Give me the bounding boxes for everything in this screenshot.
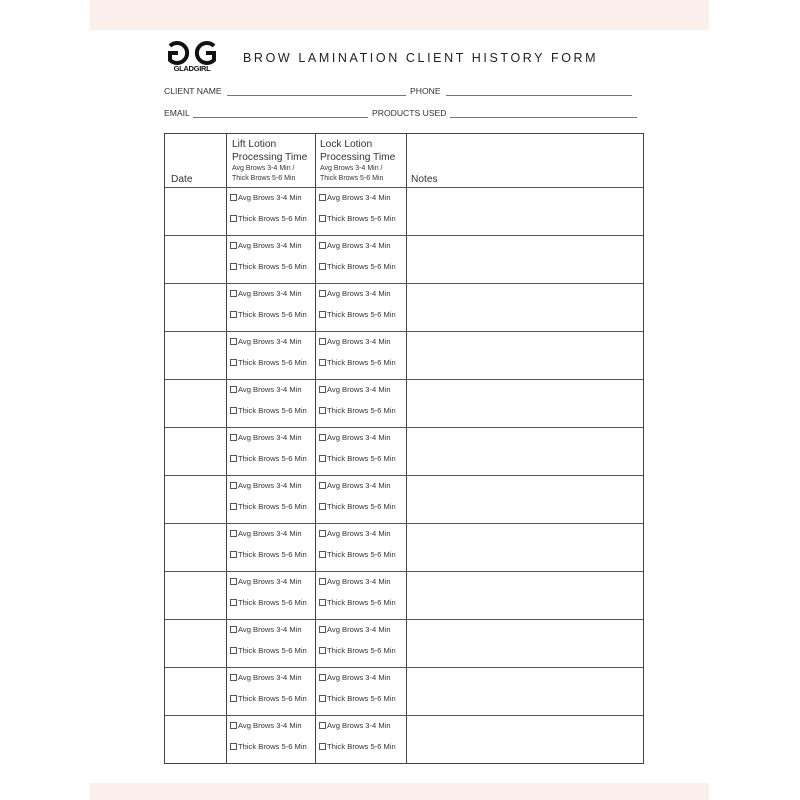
option-label: Avg Brows 3-4 Min [238, 193, 302, 202]
table-row [165, 283, 643, 331]
header-lift-title-1: Lift Lotion [232, 139, 277, 150]
table-row [165, 427, 643, 475]
checkbox-icon[interactable] [230, 434, 237, 441]
option-label: Avg Brows 3-4 Min [238, 241, 302, 250]
date-cell[interactable] [165, 523, 226, 571]
lift-avg-option[interactable] [230, 193, 302, 202]
lift-avg-option[interactable] [230, 241, 302, 250]
option-label: Thick Brows 5-6 Min [327, 358, 396, 367]
checkbox-icon[interactable] [230, 407, 237, 414]
checkbox-icon[interactable] [230, 455, 237, 462]
table-row [165, 715, 643, 763]
table-row [165, 187, 643, 235]
notes-cell[interactable] [407, 331, 643, 379]
option-label: Avg Brows 3-4 Min [327, 337, 391, 346]
lock-avg-option[interactable] [319, 337, 391, 346]
checkbox-icon[interactable] [230, 626, 237, 633]
email-field[interactable] [193, 117, 368, 118]
table-row [165, 667, 643, 715]
lock-avg-option[interactable] [319, 385, 391, 394]
option-label: Thick Brows 5-6 Min [238, 742, 307, 751]
lock-thick-option[interactable] [319, 598, 396, 607]
checkbox-icon[interactable] [319, 626, 326, 633]
checkbox-icon[interactable] [319, 290, 326, 297]
checkbox-icon[interactable] [230, 194, 237, 201]
option-label: Thick Brows 5-6 Min [327, 454, 396, 463]
table-row [165, 523, 643, 571]
checkbox-icon[interactable] [319, 386, 326, 393]
checkbox-icon[interactable] [319, 674, 326, 681]
option-label: Thick Brows 5-6 Min [238, 502, 307, 511]
table-row [165, 619, 643, 667]
lock-avg-option[interactable] [319, 481, 391, 490]
checkbox-icon[interactable] [319, 242, 326, 249]
date-cell[interactable] [165, 715, 226, 763]
top-decorative-band [90, 0, 709, 30]
client-name-field[interactable] [227, 95, 406, 96]
option-label: Thick Brows 5-6 Min [327, 406, 396, 415]
header-lock-title-2: Processing Time [320, 152, 396, 163]
checkbox-icon[interactable] [319, 434, 326, 441]
notes-cell[interactable] [407, 235, 643, 283]
checkbox-icon[interactable] [319, 311, 326, 318]
lift-thick-option[interactable] [230, 598, 307, 607]
lift-thick-option[interactable] [230, 262, 307, 271]
products-used-label: PRODUCTS USED [372, 108, 447, 118]
date-cell[interactable] [165, 379, 226, 427]
checkbox-icon[interactable] [319, 551, 326, 558]
header-lift-sub-1: Avg Brows 3-4 Min / [232, 165, 295, 172]
option-label: Thick Brows 5-6 Min [327, 742, 396, 751]
lock-avg-option[interactable] [319, 433, 391, 442]
option-label: Thick Brows 5-6 Min [238, 598, 307, 607]
checkbox-icon[interactable] [319, 578, 326, 585]
option-label: Avg Brows 3-4 Min [238, 625, 302, 634]
notes-cell[interactable] [407, 715, 643, 763]
lift-avg-option[interactable] [230, 337, 302, 346]
option-label: Thick Brows 5-6 Min [327, 214, 396, 223]
checkbox-icon[interactable] [230, 599, 237, 606]
checkbox-icon[interactable] [319, 599, 326, 606]
option-label: Thick Brows 5-6 Min [327, 598, 396, 607]
client-name-label: CLIENT NAME [164, 86, 222, 96]
option-label: Avg Brows 3-4 Min [238, 481, 302, 490]
lift-thick-option[interactable] [230, 502, 307, 511]
lift-thick-option[interactable] [230, 214, 307, 223]
products-used-field[interactable] [450, 117, 637, 118]
checkbox-icon[interactable] [319, 455, 326, 462]
bottom-decorative-band [90, 783, 709, 800]
option-label: Avg Brows 3-4 Min [327, 241, 391, 250]
lift-thick-option[interactable] [230, 646, 307, 655]
option-label: Thick Brows 5-6 Min [327, 310, 396, 319]
lock-avg-option[interactable] [319, 529, 391, 538]
checkbox-icon[interactable] [319, 194, 326, 201]
checkbox-icon[interactable] [230, 386, 237, 393]
checkbox-icon[interactable] [230, 551, 237, 558]
option-label: Avg Brows 3-4 Min [238, 721, 302, 730]
notes-cell[interactable] [407, 619, 643, 667]
lock-avg-option[interactable] [319, 577, 391, 586]
lock-thick-option[interactable] [319, 358, 396, 367]
lock-thick-option[interactable] [319, 310, 396, 319]
option-label: Avg Brows 3-4 Min [327, 721, 391, 730]
lock-avg-option[interactable] [319, 721, 391, 730]
option-label: Thick Brows 5-6 Min [238, 646, 307, 655]
checkbox-icon[interactable] [319, 647, 326, 654]
checkbox-icon[interactable] [230, 674, 237, 681]
option-label: Thick Brows 5-6 Min [238, 310, 307, 319]
notes-cell[interactable] [407, 523, 643, 571]
form-title: BROW LAMINATION CLIENT HISTORY FORM [243, 51, 599, 65]
header-date: Date [171, 174, 193, 185]
checkbox-icon[interactable] [230, 578, 237, 585]
date-cell[interactable] [165, 619, 226, 667]
option-label: Avg Brows 3-4 Min [327, 529, 391, 538]
checkbox-icon[interactable] [230, 290, 237, 297]
checkbox-icon[interactable] [319, 695, 326, 702]
lock-avg-option[interactable] [319, 193, 391, 202]
table-row [165, 379, 643, 427]
header-lock-lotion [320, 138, 395, 183]
checkbox-icon[interactable] [319, 359, 326, 366]
table-row [165, 475, 643, 523]
option-label: Avg Brows 3-4 Min [327, 481, 391, 490]
logo-text: GLADGIRL [173, 64, 211, 73]
option-label: Avg Brows 3-4 Min [238, 289, 302, 298]
date-cell[interactable] [165, 187, 226, 235]
option-label: Thick Brows 5-6 Min [238, 358, 307, 367]
lift-thick-option[interactable] [230, 742, 307, 751]
date-cell[interactable] [165, 331, 226, 379]
option-label: Avg Brows 3-4 Min [238, 433, 302, 442]
option-label: Thick Brows 5-6 Min [238, 406, 307, 415]
checkbox-icon[interactable] [230, 359, 237, 366]
option-label: Avg Brows 3-4 Min [327, 385, 391, 394]
lock-thick-option[interactable] [319, 742, 396, 751]
lock-avg-option[interactable] [319, 625, 391, 634]
lift-avg-option[interactable] [230, 721, 302, 730]
lift-thick-option[interactable] [230, 550, 307, 559]
header-notes: Notes [411, 174, 438, 185]
lock-avg-option[interactable] [319, 241, 391, 250]
lift-avg-option[interactable] [230, 481, 302, 490]
client-history-table [164, 133, 644, 764]
option-label: Avg Brows 3-4 Min [327, 673, 391, 682]
date-cell[interactable] [165, 427, 226, 475]
lock-avg-option[interactable] [319, 289, 391, 298]
checkbox-icon[interactable] [230, 647, 237, 654]
date-cell[interactable] [165, 475, 226, 523]
option-label: Thick Brows 5-6 Min [327, 646, 396, 655]
table-row [165, 235, 643, 283]
checkbox-icon[interactable] [230, 338, 237, 345]
lift-avg-option[interactable] [230, 433, 302, 442]
option-label: Avg Brows 3-4 Min [327, 193, 391, 202]
checkbox-icon[interactable] [230, 482, 237, 489]
lift-avg-option[interactable] [230, 289, 302, 298]
lock-thick-option[interactable] [319, 214, 396, 223]
table-row [165, 331, 643, 379]
option-label: Avg Brows 3-4 Min [238, 385, 302, 394]
lift-thick-option[interactable] [230, 454, 307, 463]
lock-thick-option[interactable] [319, 262, 396, 271]
date-cell[interactable] [165, 667, 226, 715]
lift-avg-option[interactable] [230, 385, 302, 394]
phone-label: PHONE [410, 86, 441, 96]
header-lock-sub-1: Avg Brows 3-4 Min / [320, 165, 383, 172]
date-cell[interactable] [165, 283, 226, 331]
lift-thick-option[interactable] [230, 310, 307, 319]
option-label: Avg Brows 3-4 Min [238, 577, 302, 586]
option-label: Thick Brows 5-6 Min [327, 262, 396, 271]
checkbox-icon[interactable] [230, 743, 237, 750]
option-label: Thick Brows 5-6 Min [327, 550, 396, 559]
checkbox-icon[interactable] [319, 263, 326, 270]
lock-thick-option[interactable] [319, 694, 396, 703]
checkbox-icon[interactable] [230, 215, 237, 222]
lock-avg-option[interactable] [319, 673, 391, 682]
checkbox-icon[interactable] [319, 215, 326, 222]
lift-thick-option[interactable] [230, 406, 307, 415]
lift-avg-option[interactable] [230, 625, 302, 634]
checkbox-icon[interactable] [319, 530, 326, 537]
header-lift-lotion [232, 138, 307, 183]
lift-avg-option[interactable] [230, 673, 302, 682]
lock-thick-option[interactable] [319, 406, 396, 415]
checkbox-icon[interactable] [230, 242, 237, 249]
lift-avg-option[interactable] [230, 529, 302, 538]
option-label: Avg Brows 3-4 Min [238, 337, 302, 346]
date-cell[interactable] [165, 571, 226, 619]
lift-thick-option[interactable] [230, 694, 307, 703]
checkbox-icon[interactable] [230, 695, 237, 702]
option-label: Avg Brows 3-4 Min [238, 529, 302, 538]
header-lock-title-1: Lock Lotion [320, 139, 373, 150]
notes-cell[interactable] [407, 475, 643, 523]
checkbox-icon[interactable] [230, 503, 237, 510]
notes-cell[interactable] [407, 283, 643, 331]
lock-thick-option[interactable] [319, 550, 396, 559]
option-label: Thick Brows 5-6 Min [238, 262, 307, 271]
lock-thick-option[interactable] [319, 502, 396, 511]
notes-cell[interactable] [407, 427, 643, 475]
lock-thick-option[interactable] [319, 454, 396, 463]
checkbox-icon[interactable] [230, 530, 237, 537]
checkbox-icon[interactable] [230, 263, 237, 270]
table-row [165, 571, 643, 619]
notes-cell[interactable] [407, 379, 643, 427]
checkbox-icon[interactable] [319, 482, 326, 489]
option-label: Thick Brows 5-6 Min [238, 694, 307, 703]
header-lift-title-2: Processing Time [232, 152, 308, 163]
checkbox-icon[interactable] [319, 407, 326, 414]
checkbox-icon[interactable] [230, 311, 237, 318]
notes-cell[interactable] [407, 667, 643, 715]
option-label: Thick Brows 5-6 Min [238, 454, 307, 463]
option-label: Avg Brows 3-4 Min [327, 625, 391, 634]
email-label: EMAIL [164, 108, 190, 118]
lift-avg-option[interactable] [230, 577, 302, 586]
notes-cell[interactable] [407, 571, 643, 619]
phone-field[interactable] [446, 95, 632, 96]
checkbox-icon[interactable] [230, 722, 237, 729]
option-label: Thick Brows 5-6 Min [238, 214, 307, 223]
option-label: Avg Brows 3-4 Min [238, 673, 302, 682]
option-label: Thick Brows 5-6 Min [327, 694, 396, 703]
option-label: Avg Brows 3-4 Min [327, 289, 391, 298]
notes-cell[interactable] [407, 187, 643, 235]
lift-thick-option[interactable] [230, 358, 307, 367]
checkbox-icon[interactable] [319, 338, 326, 345]
lock-thick-option[interactable] [319, 646, 396, 655]
header-lift-sub-2: Thick Brows 5-6 Min [232, 174, 296, 182]
option-label: Thick Brows 5-6 Min [238, 550, 307, 559]
header-lock-sub-2: Thick Brows 5-6 Min [320, 174, 384, 182]
date-cell[interactable] [165, 235, 226, 283]
checkbox-icon[interactable] [319, 722, 326, 729]
option-label: Avg Brows 3-4 Min [327, 433, 391, 442]
checkbox-icon[interactable] [319, 503, 326, 510]
option-label: Avg Brows 3-4 Min [327, 577, 391, 586]
option-label: Thick Brows 5-6 Min [327, 502, 396, 511]
checkbox-icon[interactable] [319, 743, 326, 750]
